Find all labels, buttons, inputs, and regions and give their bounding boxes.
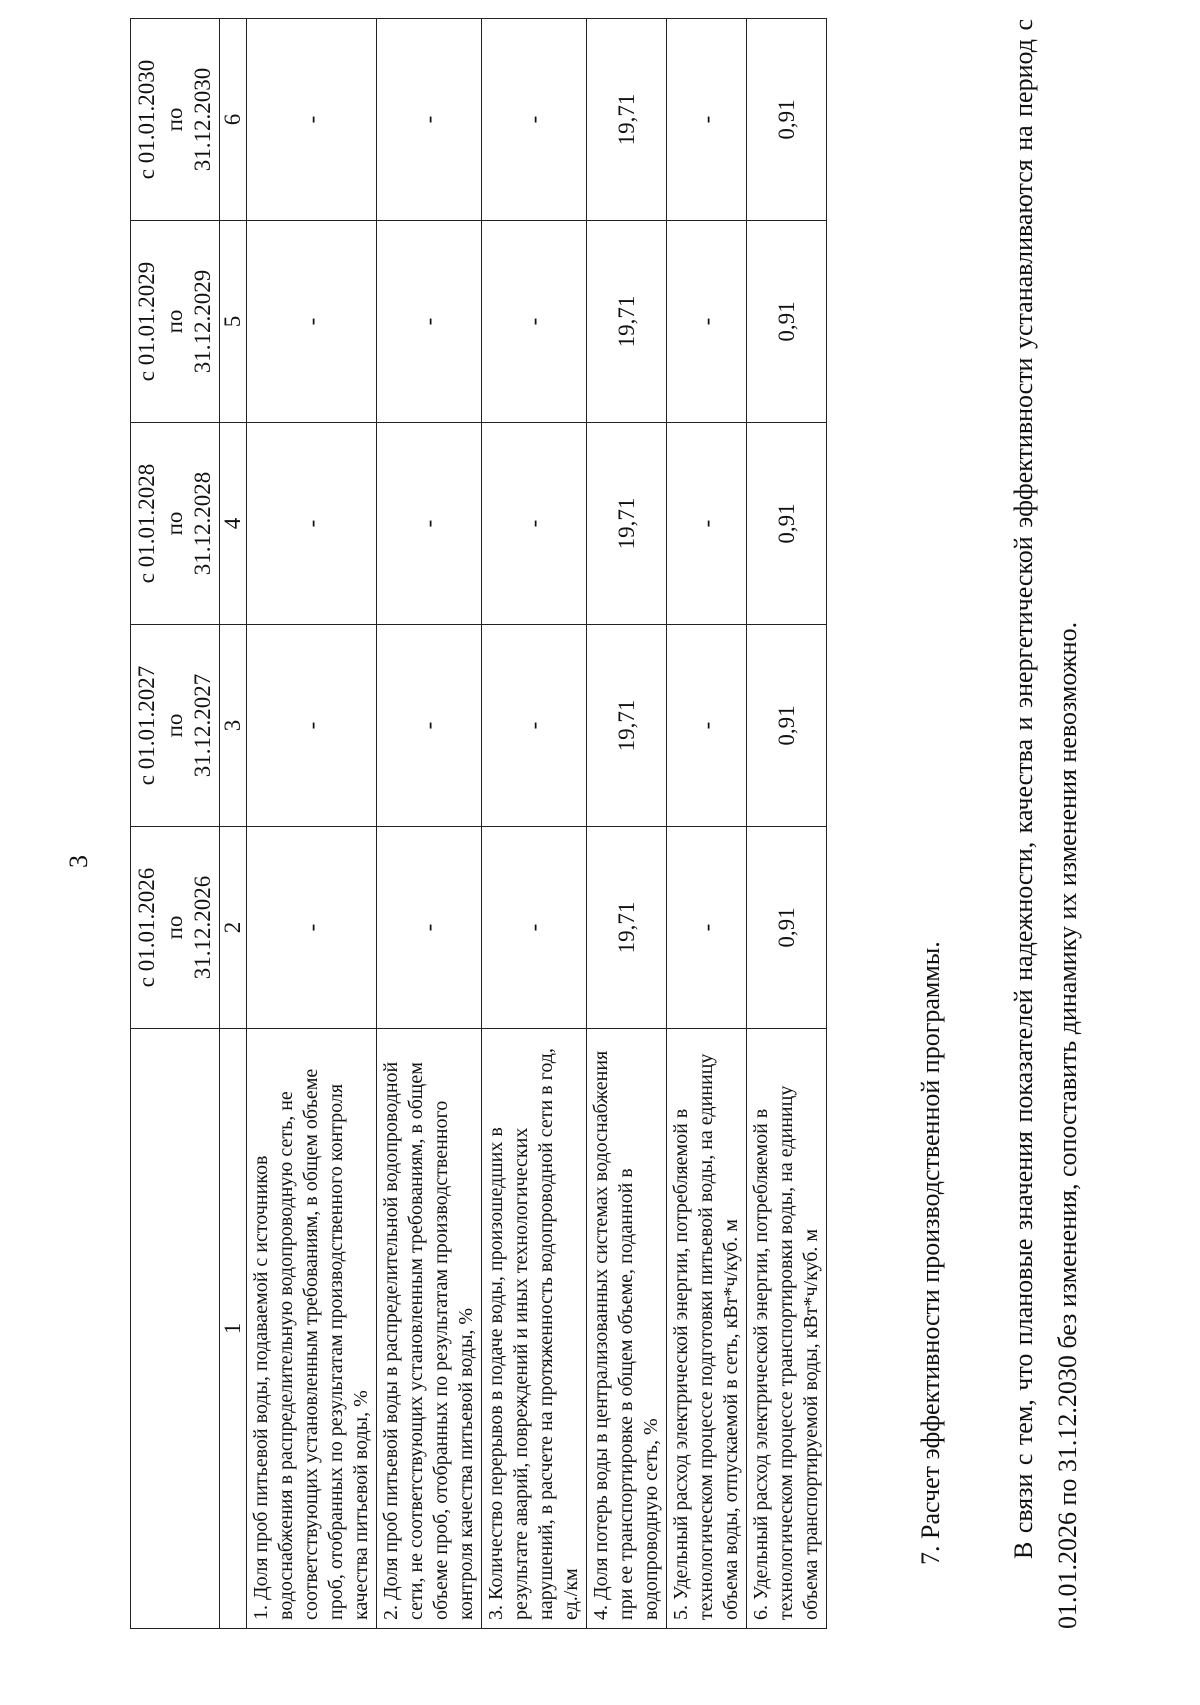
indicator-value: -	[667, 19, 747, 221]
indicator-value: 0,91	[747, 221, 827, 423]
period-mid: по	[162, 511, 187, 536]
indicator-value: 0,91	[747, 19, 827, 221]
indicator-value: 0,91	[747, 827, 827, 1029]
indicators-table	[130, 18, 827, 1629]
header-period-2026	[131, 827, 220, 1029]
indicator-value: -	[247, 423, 377, 625]
indicator-value: -	[482, 827, 587, 1029]
indicator-label: 2. Доля проб питьевой воды в распределительной водопроводной сети, не соответствующих установленным требованиям, в общем объеме проб, отобранных по результатам производственного контроля качества питьевой воды, %	[377, 1029, 482, 1629]
table-header-row	[131, 19, 220, 1629]
header-period-2029	[131, 221, 220, 423]
indicator-value: 0,91	[747, 423, 827, 625]
column-number: 1	[220, 1029, 247, 1629]
period-to: 31.12.2028	[190, 471, 215, 576]
indicator-label: 4. Доля потерь воды в централизованных системах водоснабжения при ее транспортировке в общем объеме, поданной в водопроводную сеть, %	[587, 1029, 667, 1629]
indicator-value: -	[667, 625, 747, 827]
period-from: с 01.01.2027	[134, 665, 159, 786]
table-row	[747, 19, 827, 1629]
body-paragraph: В связи с тем, что плановые значения показателей надежности, качества и энергетической эффективности устанавливаются на период с 01.01.2026 по 31.12.2030 без изменения, сопоставить динамику их изменения невозможно.	[1009, 19, 1082, 1629]
indicator-value: -	[482, 19, 587, 221]
period-mid: по	[162, 107, 187, 132]
header-period-2030	[131, 19, 220, 221]
table-row	[247, 19, 377, 1629]
indicator-value: -	[667, 221, 747, 423]
column-numbers-row	[220, 19, 247, 1629]
indicator-value: 19,71	[587, 423, 667, 625]
period-to: 31.12.2026	[190, 875, 215, 980]
indicator-value: -	[377, 221, 482, 423]
indicator-value: -	[247, 221, 377, 423]
period-from: с 01.01.2029	[134, 261, 159, 382]
indicator-value: -	[377, 827, 482, 1029]
period-from: с 01.01.2030	[134, 59, 159, 180]
indicator-value: -	[377, 423, 482, 625]
page-number: 3	[64, 855, 93, 868]
indicator-value: -	[667, 423, 747, 625]
period-from: с 01.01.2028	[134, 463, 159, 584]
indicator-value: -	[482, 625, 587, 827]
indicator-value: 19,71	[587, 827, 667, 1029]
indicator-label: 6. Удельный расход электрической энергии, потребляемой в технологическом процессе транспортировки воды, на единицу объема транспортируемой воды, кВт*ч/куб. м	[747, 1029, 827, 1629]
column-number: 3	[220, 625, 247, 827]
table-row	[587, 19, 667, 1629]
header-period-2028	[131, 423, 220, 625]
indicator-value: 19,71	[587, 19, 667, 221]
period-to: 31.12.2027	[190, 673, 215, 778]
indicator-value: -	[247, 19, 377, 221]
column-number: 4	[220, 423, 247, 625]
header-period-2027	[131, 625, 220, 827]
indicator-value: 0,91	[747, 625, 827, 827]
indicator-value: -	[482, 423, 587, 625]
indicator-label: 5. Удельный расход электрической энергии, потребляемой в технологическом процессе подготовки питьевой воды, на единицу объема воды, отпускаемой в сеть, кВт*ч/куб. м	[667, 1029, 747, 1629]
column-number: 5	[220, 221, 247, 423]
table-row	[377, 19, 482, 1629]
period-from: с 01.01.2026	[134, 867, 159, 988]
indicator-value: -	[377, 625, 482, 827]
indicator-value: -	[667, 827, 747, 1029]
section-title: 7. Расчет эффективности производственной программы.	[916, 941, 945, 1565]
period-mid: по	[162, 713, 187, 738]
header-indicator	[131, 1029, 220, 1629]
column-number: 2	[220, 827, 247, 1029]
table-row	[482, 19, 587, 1629]
period-mid: по	[162, 309, 187, 334]
indicator-label: 1. Доля проб питьевой воды, подаваемой с источников водоснабжения в распределительную водопроводную сеть, не соответствующих установленным требованиям, в общем объеме проб, отобранных по результатам производственного контроля качества питьевой воды, %	[247, 1029, 377, 1629]
indicator-label: 3. Количество перерывов в подаче воды, произошедших в результате аварий, повреждений и иных технологических нарушений, в расчете на протяженность водопроводной сети в год, ед./км	[482, 1029, 587, 1629]
indicator-value: -	[247, 827, 377, 1029]
period-to: 31.12.2030	[190, 67, 215, 172]
indicator-value: -	[247, 625, 377, 827]
column-number: 6	[220, 19, 247, 221]
period-mid: по	[162, 915, 187, 940]
indicator-value: 19,71	[587, 221, 667, 423]
indicator-value: 19,71	[587, 625, 667, 827]
period-to: 31.12.2029	[190, 269, 215, 374]
table-row	[667, 19, 747, 1629]
indicator-value: -	[482, 221, 587, 423]
indicator-value: -	[377, 19, 482, 221]
